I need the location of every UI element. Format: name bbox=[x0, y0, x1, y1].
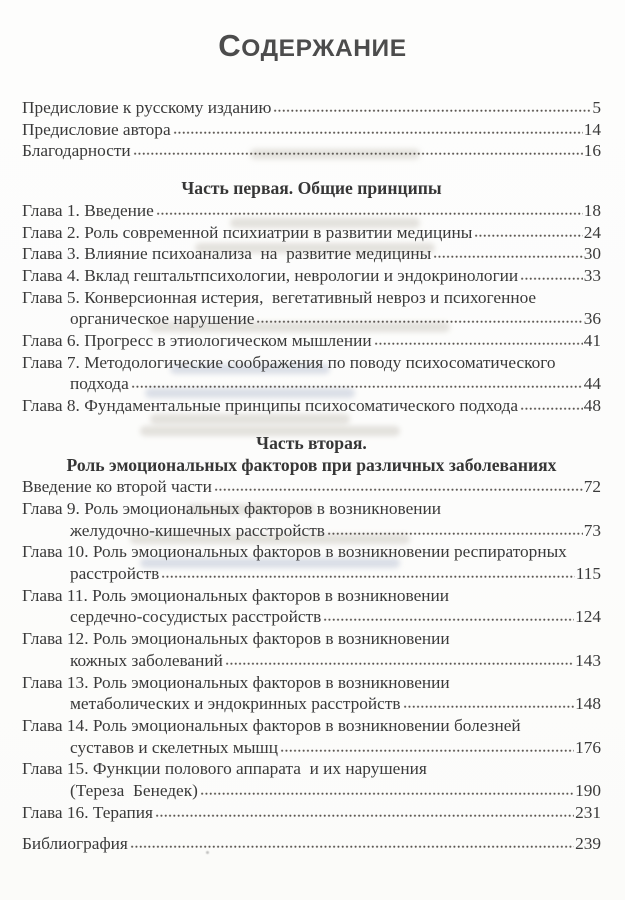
dot-leader bbox=[214, 488, 583, 492]
toc-page-number: 239 bbox=[575, 833, 601, 853]
dot-leader bbox=[520, 277, 583, 281]
toc-entry bbox=[22, 628, 601, 671]
toc-entry-text: Глава 3. Влияние психоанализа на развитие медицины bbox=[22, 244, 432, 264]
toc-entry-text: Благодарности bbox=[22, 141, 131, 161]
toc-entry-text: Глава 16. Терапия bbox=[22, 802, 153, 822]
dot-leader bbox=[225, 662, 574, 666]
part-heading bbox=[22, 433, 601, 476]
toc-entry bbox=[22, 243, 601, 265]
toc-entry bbox=[22, 222, 601, 244]
dot-leader bbox=[374, 342, 583, 346]
dot-leader bbox=[323, 618, 574, 622]
toc-page-number: 72 bbox=[583, 477, 601, 497]
dot-leader bbox=[156, 212, 583, 216]
toc-entry bbox=[22, 200, 601, 222]
dot-leader bbox=[403, 705, 575, 709]
dot-leader bbox=[256, 320, 582, 324]
toc-entry bbox=[22, 140, 601, 162]
toc-entry bbox=[22, 498, 601, 541]
toc-page-number: 30 bbox=[583, 244, 601, 264]
toc-entry-line bbox=[22, 650, 601, 672]
toc-page-number: 143 bbox=[575, 650, 601, 670]
toc-entry-line bbox=[22, 97, 601, 119]
toc-entry-text: органическое нарушение bbox=[70, 309, 255, 329]
toc-entry bbox=[22, 833, 601, 855]
toc-entry-line bbox=[22, 833, 601, 855]
dot-leader bbox=[433, 255, 582, 259]
toc-entry bbox=[22, 395, 601, 417]
toc-entry-line bbox=[22, 140, 601, 162]
toc-entry-line bbox=[22, 200, 601, 222]
toc-entry bbox=[22, 585, 601, 628]
toc-entry bbox=[22, 330, 601, 352]
toc-entry-line bbox=[22, 308, 601, 330]
toc-entry-line bbox=[22, 563, 601, 585]
dot-leader bbox=[520, 407, 583, 411]
dot-leader bbox=[130, 845, 574, 849]
part-heading-line: Роль эмоциональных факторов при различных заболеваниях bbox=[66, 454, 557, 475]
toc-entry-text: расстройств bbox=[70, 564, 160, 584]
toc-entry-line bbox=[22, 330, 601, 352]
toc-entry-text: Введение ко второй части bbox=[22, 477, 212, 497]
dot-leader bbox=[133, 152, 583, 156]
toc-page-number: 190 bbox=[575, 781, 601, 801]
toc-entry-text: Глава 1. Введение bbox=[22, 200, 154, 220]
toc-page-number: 14 bbox=[583, 119, 601, 139]
toc-entry bbox=[22, 758, 601, 801]
toc-entry bbox=[22, 287, 601, 330]
toc-entry bbox=[22, 672, 601, 715]
toc-entry-text: (Тереза Бенедек) bbox=[70, 781, 198, 801]
toc-entry bbox=[22, 352, 601, 395]
toc-entry-text: подхода bbox=[70, 374, 129, 394]
toc-entry-text: Глава 7. Методологические соображения по поводу психосоматического bbox=[22, 352, 556, 372]
part-heading-line: Часть вторая. bbox=[256, 432, 367, 453]
toc-entry-text: Глава 15. Функции полового аппарата и их нарушения bbox=[22, 759, 427, 779]
toc-entry-text: Глава 8. Фундаментальные принципы психосоматического подхода bbox=[22, 396, 519, 416]
toc-entry bbox=[22, 715, 601, 758]
toc-entry-line bbox=[22, 693, 601, 715]
toc-page-number: 231 bbox=[575, 802, 601, 822]
toc-page-number: 124 bbox=[575, 607, 601, 627]
toc-page-number: 33 bbox=[583, 265, 601, 285]
toc-entry-line bbox=[22, 606, 601, 628]
toc-entry-text: метаболических и эндокринных расстройств bbox=[70, 694, 401, 714]
dot-leader bbox=[474, 234, 582, 238]
toc-entry-line bbox=[22, 395, 601, 417]
toc-entry-text: Глава 2. Роль современной психиатрии в развитии медицины bbox=[22, 222, 473, 242]
toc-page-number: 73 bbox=[583, 520, 601, 540]
toc-entry-line bbox=[22, 265, 601, 287]
dot-leader bbox=[131, 385, 583, 389]
toc-page-number: 148 bbox=[575, 694, 601, 714]
dot-leader bbox=[200, 792, 574, 796]
toc-entry-text: сердечно-сосудистых расстройств bbox=[70, 607, 322, 627]
dot-leader bbox=[161, 575, 574, 579]
toc-page-number: 24 bbox=[583, 222, 601, 242]
dot-leader bbox=[327, 532, 583, 536]
toc-entry-line bbox=[22, 715, 601, 737]
toc-entry-line bbox=[22, 287, 601, 309]
part-heading bbox=[22, 178, 601, 200]
toc-page-number: 36 bbox=[583, 309, 601, 329]
dot-leader bbox=[155, 814, 574, 818]
toc-entry-line bbox=[22, 352, 601, 374]
table-of-contents bbox=[0, 97, 625, 854]
toc-entry-text: Глава 10. Роль эмоциональных факторов в возникновении респираторных bbox=[22, 542, 567, 562]
toc-entry-line bbox=[22, 541, 601, 563]
toc-entry-text: желудочно-кишечных расстройств bbox=[70, 520, 325, 540]
toc-page-number: 176 bbox=[575, 737, 601, 757]
page-title: СОДЕРЖАНИЕ bbox=[218, 28, 407, 63]
toc-entry bbox=[22, 97, 601, 119]
toc-page-number: 115 bbox=[575, 564, 601, 584]
toc-entry-line bbox=[22, 498, 601, 520]
toc-entry-line bbox=[22, 672, 601, 694]
toc-entry-text: кожных заболеваний bbox=[70, 650, 223, 670]
toc-entry bbox=[22, 541, 601, 584]
toc-entry-line bbox=[22, 243, 601, 265]
toc-entry-text: Глава 4. Вклад гештальтпсихологии, неврологии и эндокринологии bbox=[22, 265, 519, 285]
toc-entry-text: Глава 6. Прогресс в этиологическом мышлении bbox=[22, 331, 372, 351]
toc-entry bbox=[22, 802, 601, 824]
toc-entry-line bbox=[22, 780, 601, 802]
toc-entry-text: Предисловие к русскому изданию bbox=[22, 98, 272, 117]
toc-entry-line bbox=[22, 758, 601, 780]
toc-entry-text: Библиография bbox=[22, 833, 128, 853]
toc-entry bbox=[22, 476, 601, 498]
toc-entry-text: Глава 13. Роль эмоциональных факторов в возникновении bbox=[22, 672, 450, 692]
toc-entry-text: Глава 11. Роль эмоциональных факторов в возникновении bbox=[22, 585, 449, 605]
dot-leader bbox=[273, 109, 591, 113]
toc-entry-text: Глава 9. Роль эмоциональных факторов в возникновении bbox=[22, 498, 441, 518]
toc-entry bbox=[22, 265, 601, 287]
toc-entry-line bbox=[22, 119, 601, 141]
toc-entry-line bbox=[22, 222, 601, 244]
toc-entry-line bbox=[22, 628, 601, 650]
dot-leader bbox=[280, 749, 574, 753]
toc-entry bbox=[22, 119, 601, 141]
toc-entry-text: Глава 5. Конверсионная истерия, вегетативный невроз и психогенное bbox=[22, 287, 537, 307]
toc-entry-line bbox=[22, 476, 601, 498]
toc-entry-text: суставов и скелетных мышц bbox=[70, 737, 278, 757]
toc-entry-line bbox=[22, 737, 601, 759]
toc-entry-text: Глава 14. Роль эмоциональных факторов в возникновении болезней bbox=[22, 715, 521, 735]
toc-entry-text: Глава 12. Роль эмоциональных факторов в возникновении bbox=[22, 629, 450, 649]
toc-page-number: 48 bbox=[583, 396, 601, 416]
toc-entry-line bbox=[22, 802, 601, 824]
toc-page-number: 18 bbox=[583, 200, 601, 220]
toc-page-number: 16 bbox=[583, 141, 601, 161]
toc-page-number: 44 bbox=[583, 374, 601, 394]
toc-page-number: 41 bbox=[583, 331, 601, 351]
toc-page-number: 5 bbox=[592, 98, 601, 117]
part-heading-line: Часть первая. Общие принципы bbox=[181, 178, 442, 199]
toc-entry-line bbox=[22, 520, 601, 542]
dot-leader bbox=[173, 131, 583, 135]
toc-entry-text: Предисловие автора bbox=[22, 119, 171, 139]
toc-entry-line bbox=[22, 373, 601, 395]
toc-entry-line bbox=[22, 585, 601, 607]
